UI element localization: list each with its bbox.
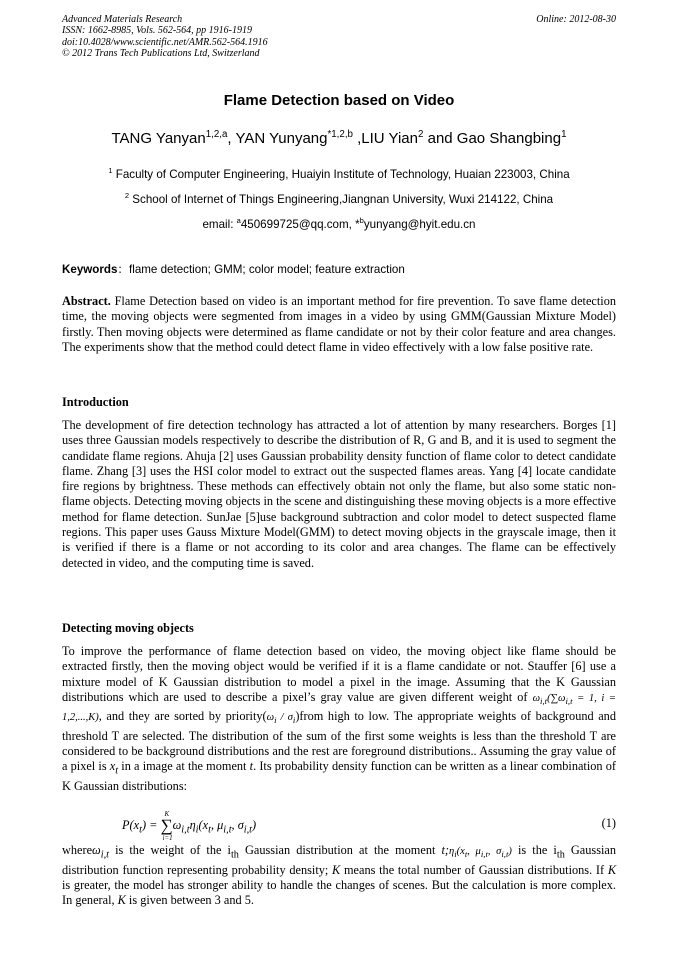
email-sup: b	[359, 216, 364, 226]
math-symbol: (∑ω	[547, 692, 566, 704]
introduction-text: The development of fire detection technology has attracted a lot of attention by many researchers. Borges [1] uses three Gaussian models respectively to describe the distribution of R, G and B, and it is used to segment the candidate flame regions. Ahuja [2] uses Gaussian probability density function of flame color to detect candidate flame. Zhang [3] uses the HSI color model to extract out the suspected flames areas. Yang [4] locate candidate fire regions by brightness. These methods can effectively obtain not only the flame, but also some static non-flame objects. Detecting moving objects in the scene and distinguishing these moving objects is a more effective method for flame detection. SunJae [5]use background subtraction and color model to detect suspected flame regions. This paper uses Gauss Mixture Model(GMM) to detect moving objects in the grayscale image, then it is verified if there is a flame or not according to its color and area changes. The flame can be effectively detected in video, and the computing time is saved.	[62, 418, 617, 570]
paragraph-text: )from high to low. The appropriate weights of background and threshold T are selected. The distribution of the sum of the first some weights is less than the threshold T are considered to be background distributions and the rest are foreground distributions.. Assuming the gray value of a pixel is	[62, 709, 616, 774]
email-a: 450699725@qq.com, *	[240, 218, 360, 231]
keywords-label: Keywords	[62, 263, 118, 276]
author-sup: 1	[561, 129, 567, 140]
math-symbol: / σ	[276, 712, 293, 724]
author-name: ,LIU Yian	[352, 130, 418, 147]
issn-line: ISSN: 1662-8985, Vols. 562-564, pp 1916-1919	[62, 25, 252, 37]
math-symbol: ω	[92, 843, 101, 857]
math-symbol: t	[249, 759, 254, 774]
math-symbol: K	[117, 893, 126, 908]
math-sub: i	[274, 715, 277, 726]
summation	[160, 810, 173, 842]
math-sub: i,t	[480, 849, 488, 860]
math-sub: i	[195, 824, 199, 836]
paragraph-text: is the weight of the i	[109, 843, 231, 857]
paragraph-text: To improve the performance of flame detection based on video, the moving object like flame should be extracted firstly, then the moving object would be verified if it is a flame candidate or not. Stauffer [6] use a mixture model of K Gaussian distribution to model a pixel in the image. Assuming that the K Gaussian distributions which are used to describe a pixel’s gray value are given different weight of	[62, 644, 616, 704]
journal-header	[62, 14, 616, 60]
equation-number: (1)	[601, 816, 616, 830]
math-symbol: η	[449, 846, 455, 857]
detecting-paragraph	[62, 644, 616, 794]
math-sub: i,t	[540, 695, 548, 706]
keywords	[62, 261, 616, 277]
math-sub: i,t	[501, 849, 509, 860]
equation-formula	[122, 810, 257, 842]
math-symbol: t;	[441, 843, 450, 857]
email-prefix: email:	[202, 218, 237, 231]
section-heading-introduction: Introduction	[62, 395, 129, 409]
priority-formula	[266, 712, 296, 726]
author-name: TANG Yanyan	[111, 130, 206, 147]
paragraph-text: Gaussian distribution function representing probability density;	[62, 843, 617, 877]
sum-symbol: ∑	[160, 816, 173, 835]
math-symbol: ω	[172, 818, 182, 832]
copyright-line: © 2012 Trans Tech Publications Ltd, Switzerland	[62, 48, 260, 60]
math-sub: i,t	[181, 824, 190, 836]
keywords-sep: ：	[117, 263, 130, 276]
where-paragraph	[62, 843, 616, 909]
author-sup: 1,2,a	[205, 129, 228, 140]
math-sub: t	[139, 824, 142, 836]
math-symbol: )	[508, 846, 512, 857]
affiliation-2	[0, 193, 678, 206]
math-symbol: K	[607, 862, 617, 877]
author-sup: 2	[418, 129, 424, 140]
paragraph-text: is given between 3 and 5.	[125, 893, 254, 908]
math-symbol: (x	[198, 818, 209, 832]
math-symbol: , σ	[231, 818, 244, 832]
email-b: yunyang@hyit.edu.cn	[363, 218, 476, 231]
online-date: Online: 2012-08-30	[536, 14, 616, 25]
sum-upper-limit: K	[164, 810, 170, 818]
email-line	[0, 218, 678, 231]
math-symbol: , σ	[487, 846, 502, 857]
paragraph-text: is greater, the model has stronger ability to handle the changes of scenes. But the calculation is more complex. In general,	[62, 878, 616, 908]
aff-text: Faculty of Computer Engineering, Huaiyin Institute of Technology, Huaian 223003, China	[112, 168, 570, 181]
paragraph-text: . Its probability density function can be written as a linear combination of K Gaussian distributions:	[62, 759, 616, 794]
eta-formula	[449, 846, 512, 860]
equation-1	[62, 810, 616, 840]
affiliation-1	[0, 168, 678, 181]
math-symbol: ω	[266, 712, 275, 724]
aff-sup: 1	[108, 166, 113, 176]
math-symbol: , μ	[467, 846, 481, 857]
abstract	[62, 294, 616, 355]
aff-text: School of Internet of Things Engineering,Jiangnan University, Wuxi 214122, China	[129, 193, 554, 206]
paragraph-text: , and they are sorted by priority(	[98, 709, 267, 724]
math-sub: i	[454, 849, 457, 860]
math-sub: i,t	[100, 849, 109, 861]
math-symbol: (x	[456, 846, 465, 857]
math-sub: t	[115, 765, 119, 777]
doi-line: doi:10.4028/www.scientific.net/AMR.562-564.1916	[62, 36, 268, 48]
math-sub: th	[556, 849, 565, 861]
author-name: and Gao Shangbing	[423, 130, 562, 147]
keywords-text: flame detection; GMM; color model; feature extraction	[129, 263, 405, 276]
author-name: , YAN Yunyang	[227, 130, 328, 147]
math-symbol: ) =	[141, 818, 161, 832]
math-sub: i,t	[223, 824, 232, 836]
journal-name: Advanced Materials Research	[62, 14, 183, 25]
email-sup: a	[236, 216, 241, 226]
math-symbol: η	[189, 818, 196, 832]
paragraph-text: Gaussian distribution at the moment	[238, 843, 442, 857]
math-sub: t	[464, 849, 468, 860]
abstract-text: Flame Detection based on video is an important method for fire prevention. To save flame detection time, the moving objects were segmented from images in a video by using GMM(Gaussian Mixture Model) firstly. Then moving objects were determined as flame candidate or not by their color feature and area changes. The experiments show that the method could detect flame in video effectively with a low false positive rate.	[62, 294, 616, 354]
math-symbol: K	[332, 862, 341, 877]
math-symbol: )	[252, 818, 257, 832]
aff-sup: 2	[124, 191, 130, 201]
paragraph-text: where	[62, 843, 93, 857]
section-heading-detecting: Detecting moving objects	[62, 621, 194, 635]
math-symbol: x	[109, 759, 116, 774]
math-symbol: ω	[532, 692, 541, 704]
abstract-label: Abstract.	[62, 294, 111, 308]
math-sub: i,t	[565, 695, 573, 706]
math-sub: t	[208, 824, 211, 836]
math-symbol: , μ	[210, 818, 224, 832]
paragraph-text: in a image at the moment	[118, 759, 250, 774]
paragraph-text: means the total number of Gaussian distributions. If	[340, 862, 608, 877]
author-sup: *1,2,b	[327, 129, 353, 140]
author-list	[0, 130, 678, 147]
math-symbol: = 1, i = 1,2,...,K)	[62, 692, 617, 724]
math-sub: i	[292, 715, 296, 726]
math-symbol: P(x	[122, 818, 140, 832]
math-sub: th	[230, 849, 239, 861]
sum-lower-limit: i=1	[162, 834, 173, 842]
paper-title: Flame Detection based on Video	[223, 92, 455, 109]
math-sub: i,t	[243, 824, 253, 836]
paragraph-text: is the i	[511, 843, 557, 857]
